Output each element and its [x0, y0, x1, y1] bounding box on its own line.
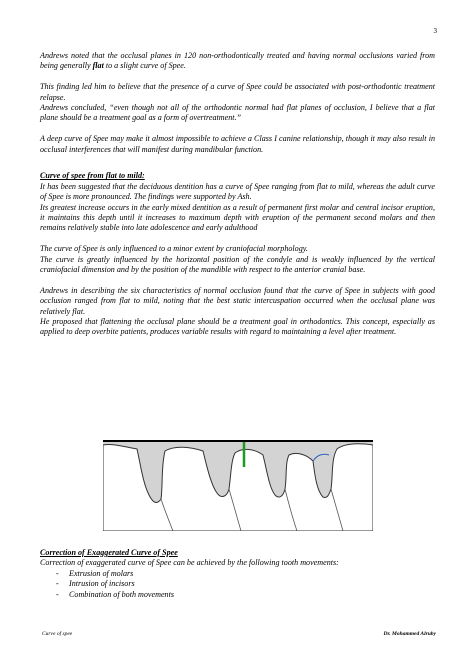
document-body [40, 51, 435, 338]
paragraph: This finding led him to believe that the presence of a curve of Spee could be associated with post-orthodontic treatment relapse. [40, 82, 435, 102]
paragraph: The curve is greatly influenced by the horizontal position of the condyle and is weakly influenced by the vertical craniofacial dimension and by the position of the mandible with respect to the anterior cranial base. [40, 254, 435, 275]
paragraph: He proposed that flattening the occlusal plane should be a treatment goal in orthodontics. This concept, especially as applied to deep overbite patients, produces variable results with regard to maintaining a level after treatment. [40, 317, 435, 337]
page-footer [42, 631, 436, 637]
paragraph: The curve of Spee is only influenced to a minor extent by craniofacial morphology. [40, 244, 308, 254]
list-item: - Extrusion of molars [40, 569, 435, 579]
page-number: 3 [433, 27, 437, 35]
paragraph: Andrews in describing the six characteristics of normal occlusion found that the curve of Spee in subjects with good occlusion ranged from flat to mild, noting that the best static intercuspation occurred when the occlusal plane was relatively flat. [40, 285, 435, 316]
paragraph: Its greatest increase occurs in the early mixed dentition as a result of permanent first molar and central incisor eruption, it maintains this depth until it increases to maximum depth with eruption of the permanent second molars and then remains relatively stable into late adolescence and early adulthood [40, 202, 435, 233]
paragraph-text: to a slight curve of Spee. [103, 61, 186, 71]
paragraph-text: Andrews noted that the occlusal planes in 120 non-orthodontically treated and having normal occlusions varied from being generally [40, 51, 435, 71]
list-item: - Intrusion of incisors [40, 579, 435, 589]
section-heading: Correction of Exaggerated Curve of Spee [40, 548, 178, 557]
paragraph: It has been suggested that the deciduous dentition has a curve of Spee ranging from flat to mild, whereas the adult curve of Spee is more pronounced. The findings were supported by Ash. [40, 181, 435, 202]
footer-author: Dr. Mohammed Alruby [383, 631, 436, 637]
correction-section [40, 548, 435, 600]
footer-title: Curve of spee [42, 631, 73, 637]
list-item: - Combination of both movements [40, 590, 435, 600]
emphasis-text: flat [92, 61, 104, 71]
paragraph: A deep curve of Spee may make it almost impossible to achieve a Class I canine relationship, though it may also result in occlusal interferences that will manifest during mandibular function. [40, 134, 435, 154]
paragraph [40, 51, 435, 72]
paragraph: Correction of exaggerated curve of Spee can be achieved by the following tooth movements: [40, 558, 339, 568]
paragraph: Andrews concluded, “even though not all of the orthodontic normal had flat planes of occlusion, I believe that a flat plane should be a treatment goal as a form of overtreatment.” [40, 103, 435, 123]
movement-list [40, 569, 435, 600]
section-heading: Curve of spee from flat to mild: [40, 171, 145, 181]
curve-of-spee-figure [103, 437, 373, 531]
